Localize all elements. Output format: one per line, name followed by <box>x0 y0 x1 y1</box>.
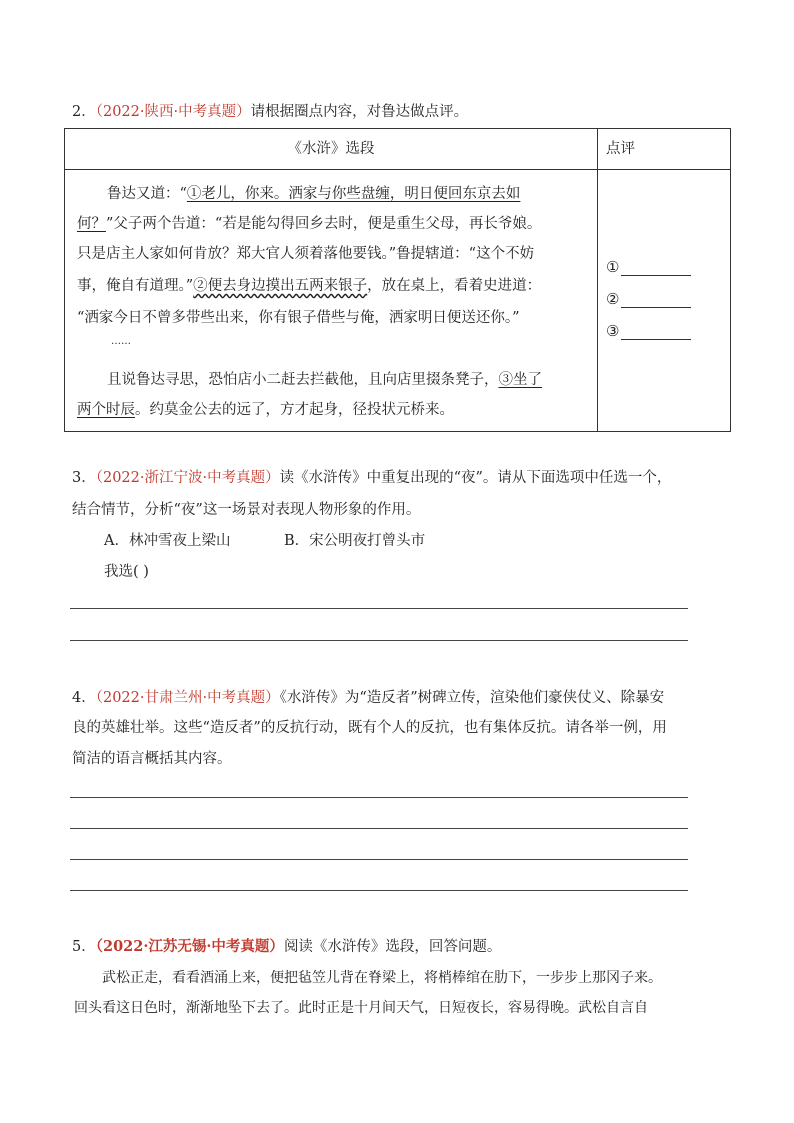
excerpt-line: 两个时辰。约莫金公去的远了，方才起身，径投状元桥来。 <box>77 402 454 418</box>
q4-answer-line[interactable] <box>70 890 688 891</box>
table-header-excerpt: 《水浒》选段 <box>65 129 598 170</box>
q2-number: 2． <box>72 104 96 120</box>
excerpt-line: 只是店主人家如何肯放？郑大官人须着落他要钱。”鲁提辖道：“这个不妨 <box>77 246 535 262</box>
q5-source: （2022·江苏无锡·中考真题） <box>95 938 284 955</box>
q5-prompt: 阅读《水浒传》选段，回答问题。 <box>283 939 502 955</box>
q3-choose[interactable]: 我选( ) <box>104 564 149 580</box>
excerpt-line: 何？”父子两个告道：“若是能勾得回乡去时，便是重生父母，再长爷娘。 <box>77 216 542 232</box>
q3-answer-line[interactable] <box>70 608 688 609</box>
table-header-comment: 点评 <box>598 129 731 170</box>
answer-blank-3[interactable]: ③ <box>606 322 691 340</box>
excerpt-line: 事，俺自有道理。”②便去身边摸出五两来银子，放在桌上，看着史进道： <box>77 278 542 294</box>
q3-line1: 读《水浒传》中重复出现的“夜”。请从下面选项中任选一个， <box>279 470 672 486</box>
q4-answer-line[interactable] <box>70 828 688 829</box>
comment-cell <box>598 170 731 432</box>
excerpt-line: “洒家今日不曾多带些出来，你有银子借些与俺，洒家明日便送还你。” <box>77 310 520 326</box>
q2-heading <box>72 102 468 122</box>
excerpt-line: …… <box>111 336 131 347</box>
q5-number: 5． <box>72 939 96 955</box>
q2-prompt: 请根据圈点内容，对鲁达做点评。 <box>250 104 469 120</box>
q3-option-a: A．林冲雪夜上梁山 <box>104 533 231 549</box>
q4-source: （2022·甘肃兰州·中考真题） <box>95 690 280 706</box>
q3-number: 3． <box>72 470 96 486</box>
excerpt-cell <box>65 170 598 432</box>
q5-passage-line2: 回头看这日色时，渐渐地坠下去了。此时正是十月间天气，日短夜长，容易得晚。武松自言自 <box>74 1000 648 1016</box>
q4-heading <box>72 688 664 708</box>
q4-line1: 《水浒传》为“造反者”树碑立传，渲染他们豪侠仗义、除暴安 <box>279 690 665 706</box>
q2-source: （2022·陕西·中考真题） <box>95 104 251 120</box>
q4-answer-line[interactable] <box>70 859 688 860</box>
q2-table <box>64 128 731 432</box>
q4-line3: 简洁的语言概括其内容。 <box>72 751 232 767</box>
q3-heading <box>72 468 671 488</box>
q5-passage-line1: 武松正走，看看酒涌上来，便把毡笠儿背在脊梁上，将梢棒绾在肋下，一步步上那冈子来。 <box>102 970 662 986</box>
q3-option-b: B．宋公明夜打曾头市 <box>284 533 426 549</box>
answer-blank-2[interactable]: ② <box>606 290 691 308</box>
excerpt-line: 且说鲁达寻思，恐怕店小二赶去拦截他，且向店里掇条凳子，③坐了 <box>107 372 542 388</box>
answer-blank-1[interactable]: ① <box>606 258 691 276</box>
q5-heading <box>72 937 501 957</box>
q3-line2: 结合情节，分析“夜”这一场景对表现人物形象的作用。 <box>72 502 421 518</box>
q4-line2: 良的英雄壮举。这些“造反者”的反抗行动，既有个人的反抗，也有集体反抗。请各举一例，用 <box>72 720 667 736</box>
excerpt-line: 鲁达又道：“①老儿，你来。洒家与你些盘缠，明日便回东京去如 <box>107 186 521 202</box>
q4-number: 4． <box>72 690 96 706</box>
q3-answer-line[interactable] <box>70 640 688 641</box>
q4-answer-line[interactable] <box>70 797 688 798</box>
q3-source: （2022·浙江宁波·中考真题） <box>95 470 280 486</box>
